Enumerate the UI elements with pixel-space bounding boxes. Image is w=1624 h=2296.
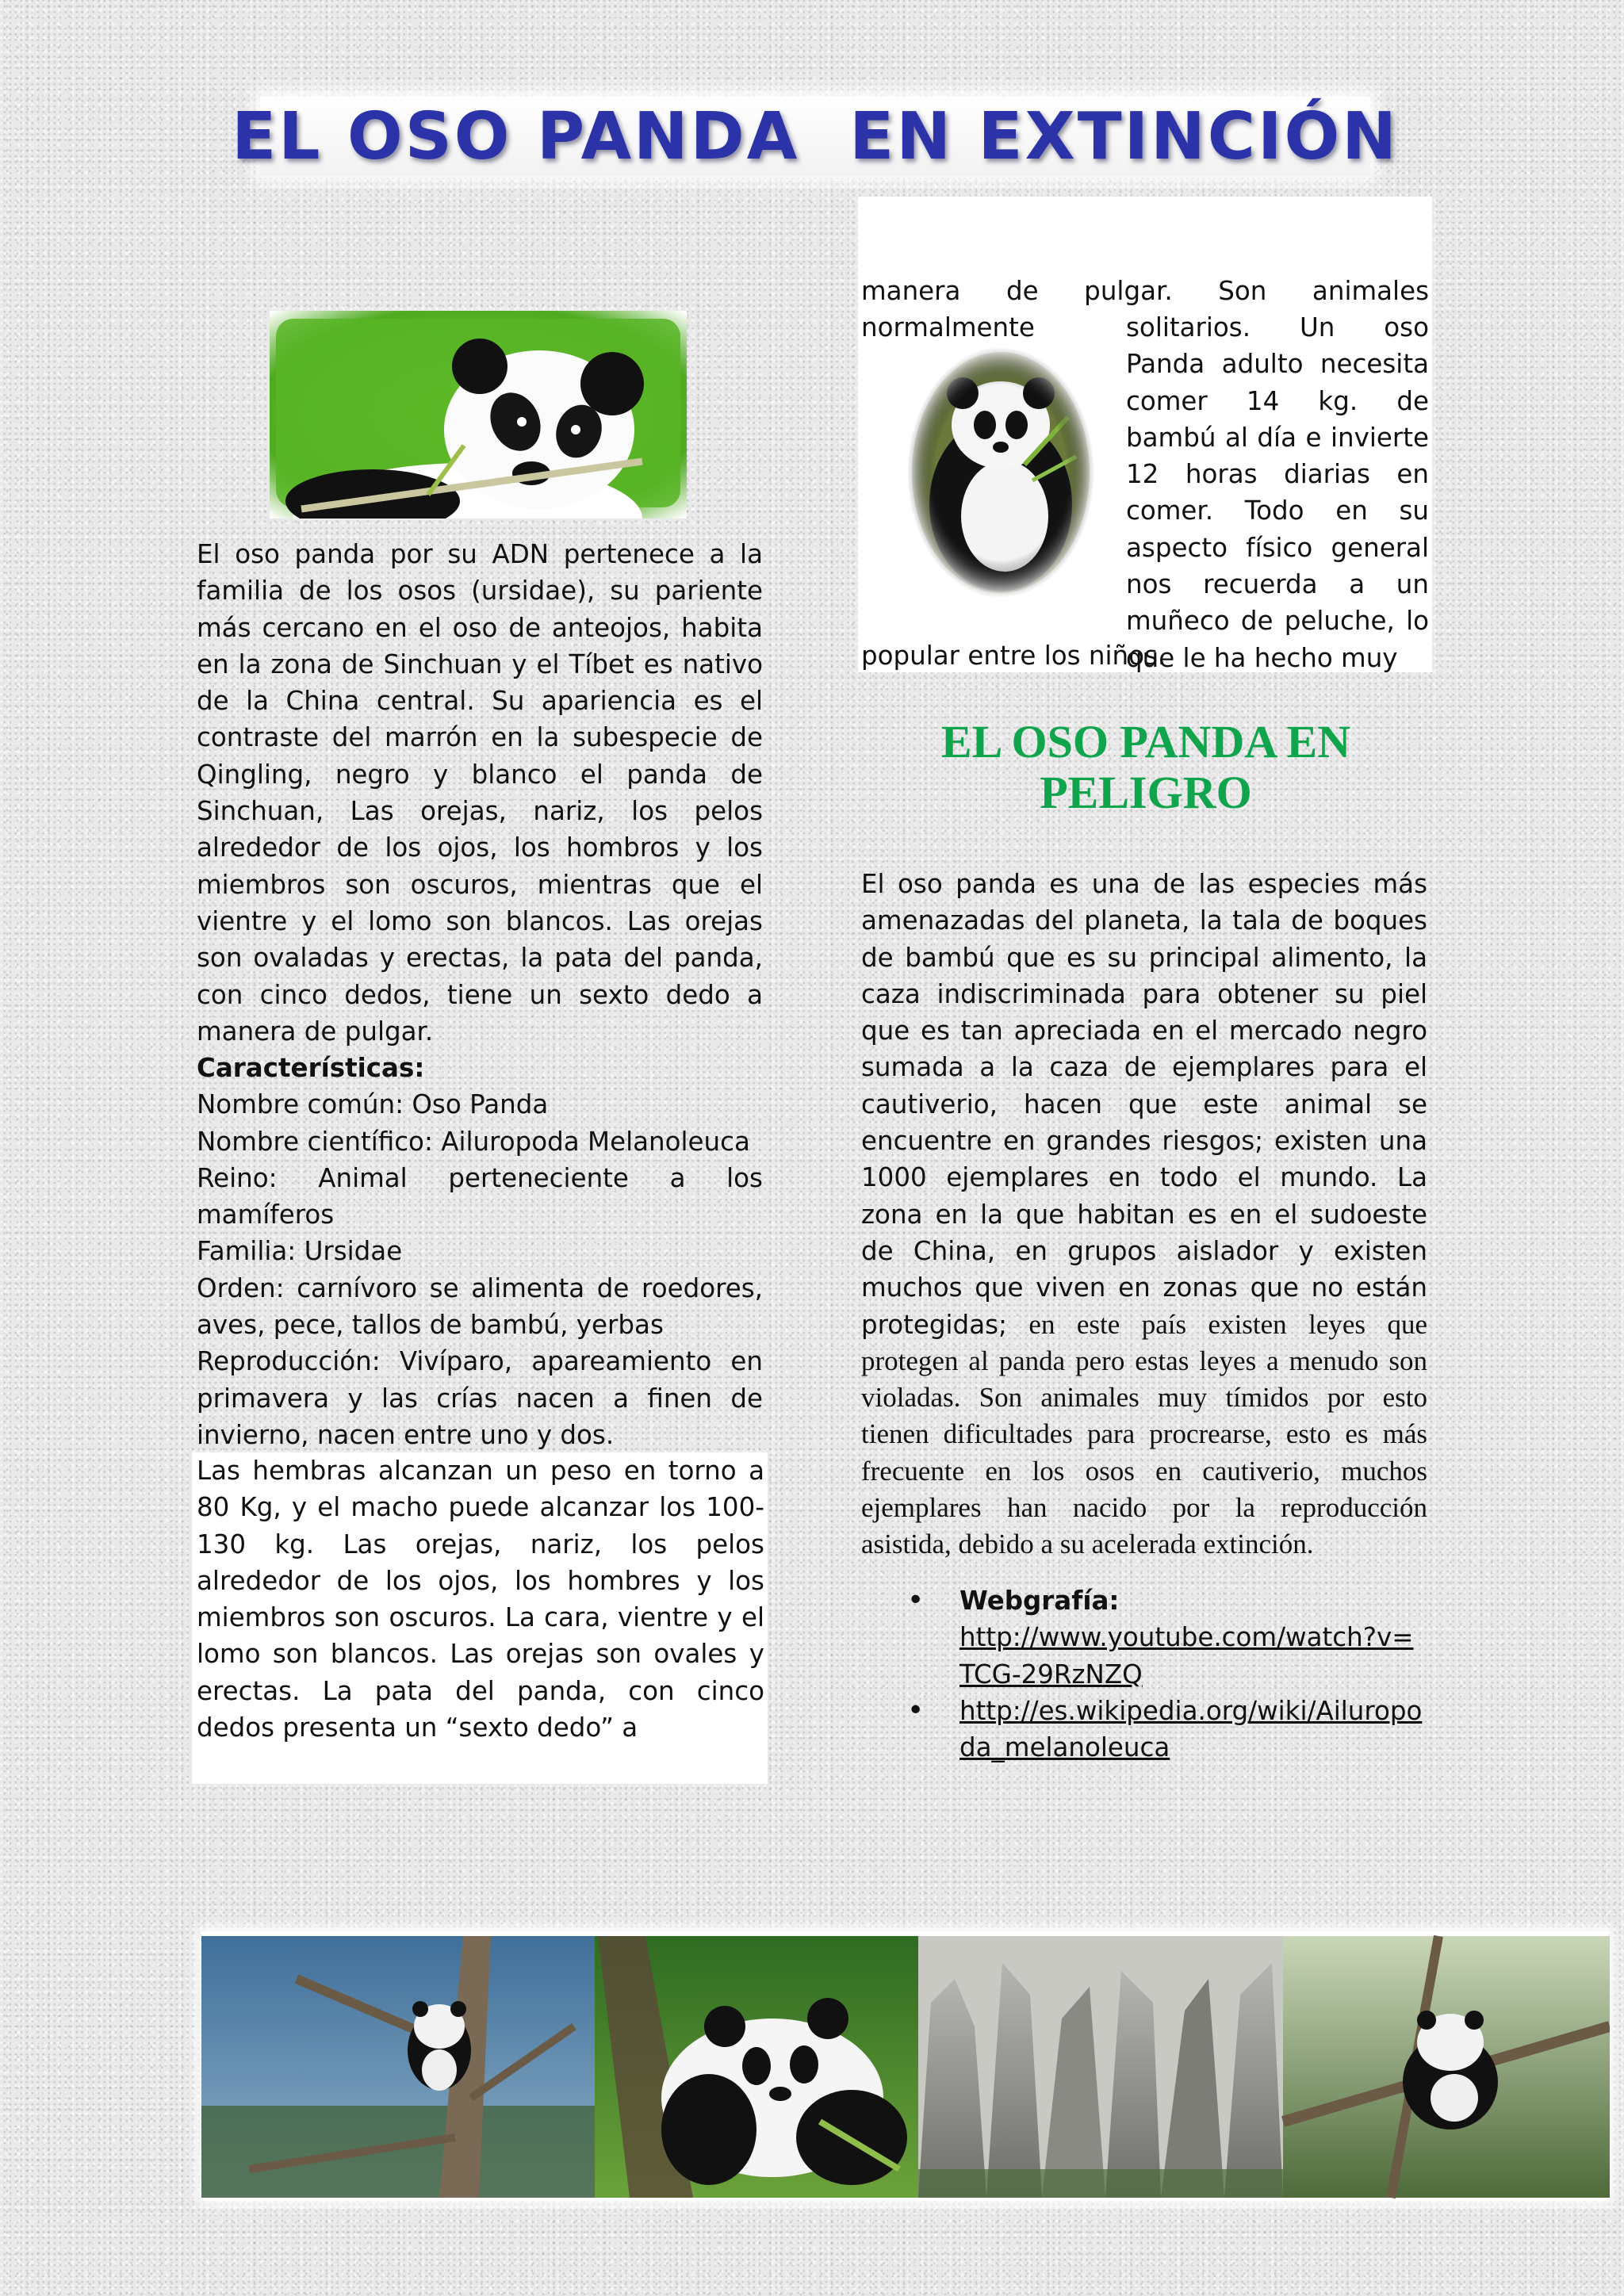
- characteristics-section: [197, 1050, 763, 1453]
- photo-strip: [201, 1931, 1610, 2201]
- characteristics-heading: Características:: [197, 1053, 425, 1083]
- danger-paragraph: [861, 866, 1427, 1563]
- characteristic-item: Orden: carnívoro se alimenta de roedores, aves, pece, tallos de bambú, yerbas: [197, 1272, 763, 1341]
- title-banner: [232, 97, 1399, 176]
- webgraphy-list: [907, 1582, 1423, 1766]
- panda-in-tree-photo: [201, 1936, 595, 2198]
- characteristic-item: Nombre común: Oso Panda: [197, 1089, 549, 1120]
- characteristic-item: Familia: Ursidae: [197, 1236, 403, 1267]
- continuation-text-box: [858, 197, 1432, 672]
- continuation-first-line: manera de pulgar. Son animales normalmente: [861, 276, 1429, 343]
- panda-in-grass-photo: [595, 1936, 918, 2198]
- wikipedia-link[interactable]: • http://es.wikipedia.org/wiki/Ailuropoda_melanoleuca: [959, 1695, 1423, 1763]
- intro-paragraph: El oso panda por su ADN pertenece a la familia de los osos (ursidae), su pariente más cercano en el oso de anteojos, habita en la zona de Sinchuan y el Tíbet es nativo de la China central. Su apariencia es el contraste del marrón en la subespecie de Qingling, negro y blanco el panda de Sinchuan, Las orejas, nariz, los pelos alrededor de los ojos, los hombros y los miembros son oscuros, mientras que el vientre y el lomo son blancos. Las orejas son ovaladas y erectas, la pata del panda, con cinco dedos, tiene un sexto dedo a manera de pulgar.: [197, 539, 763, 1047]
- panda-on-branch-photo: [1283, 1936, 1610, 2198]
- section-heading: EL OSO PANDA EN PELIGRO: [940, 716, 1351, 818]
- weight-paragraph: Las hembras alcanzan un peso en torno a 80 Kg, y el macho puede alcanzar los 100-130 kg. Las orejas, nariz, los pelos alrededor de los ojos, los hombres y los miembros son oscuros. La cara, vientre y el lomo son blancos. Las orejas son ovales y erectas. La pata del panda, con cinco dedos presenta un “sexto dedo” a: [197, 1456, 764, 1743]
- list-item: [907, 1693, 1423, 1766]
- youtube-link[interactable]: http://www.youtube.com/watch?v=TCG-29RzNZQ: [959, 1622, 1414, 1689]
- characteristic-item: Nombre científico: Ailuropoda Melanoleuca: [197, 1126, 750, 1157]
- danger-paragraph-part1: El oso panda es una de las especies más amenazadas del planeta, la tala de boques de bambú que es su principal alimento, la caza indiscriminada para obtener su piel que es tan apreciada en el mercado negro sumada a la caza de ejemplares para el cautiverio, hacen que este animal se encuentre en grandes riesgos; existen una 1000 ejemplares en todo el mundo. La zona en la que habitan es en el sudoeste de China, en grupos aislador y existen muchos que viven en zonas que no están protegidas;: [861, 869, 1427, 1340]
- list-item: [907, 1582, 1423, 1693]
- danger-paragraph-part2: en este país existen leyes que protegen al panda pero estas leyes a menudo son violadas. Son animales muy tímidos por esto tienen dificultades para procrearse, esto es más frecuente en los osos en cautiverio, muchos ejemplares han nacido por la reproducción asistida, debido a su acelerada extinción.: [861, 1308, 1427, 1560]
- continuation-wrapped-text: solitarios. Un oso Panda adulto necesita comer 14 kg. de bambú al día e invierte 12 horas diarias en comer. Todo en su aspecto físico general nos recuerda a un muñeco de peluche, lo que le ha hecho muy: [1126, 312, 1429, 673]
- continuation-last-line: popular entre los niños.: [861, 641, 1166, 671]
- panda-sitting-photo: [906, 346, 1096, 599]
- stone-forest-photo: [918, 1936, 1283, 2198]
- panda-eating-bamboo-photo: [270, 311, 687, 519]
- characteristic-item: Reino: Animal perteneciente a los mamíferos: [197, 1162, 763, 1230]
- characteristic-item: Reproducción: Vivíparo, apareamiento en primavera y las crías nacen a finen de invierno, nacen entre uno y dos.: [197, 1346, 763, 1450]
- weight-text-box: [192, 1452, 768, 1784]
- page-title: EL OSO PANDA EN EXTINCIÓN: [232, 98, 1399, 174]
- webgraphy-label: • Webgrafía:: [959, 1586, 1120, 1616]
